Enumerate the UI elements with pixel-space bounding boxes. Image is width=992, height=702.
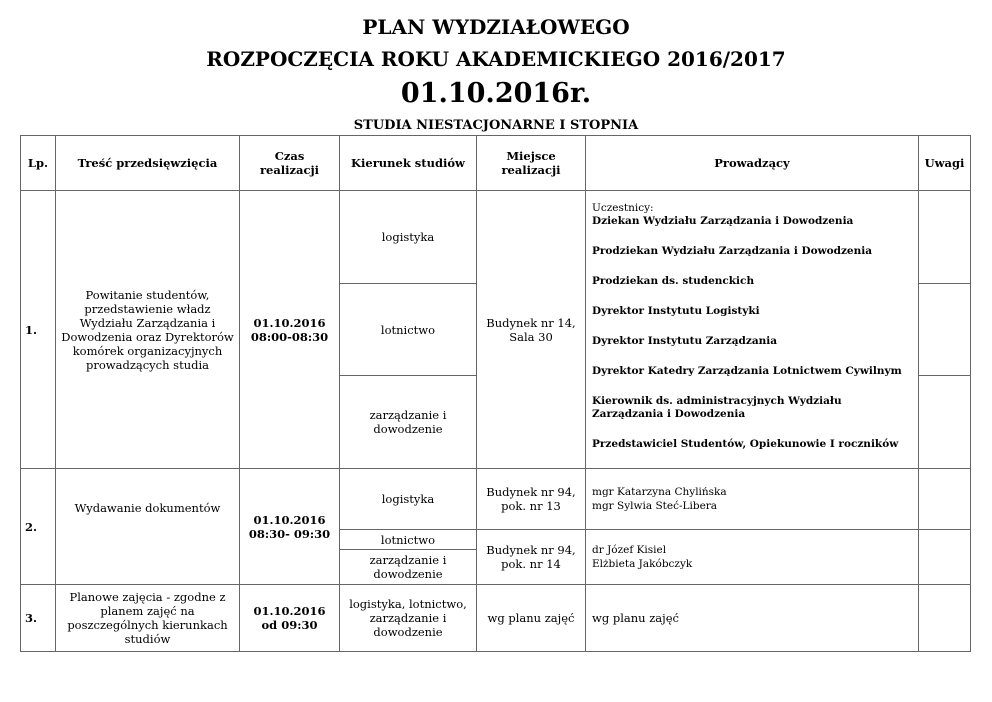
row1-kierunek-3: zarządzanie i dowodzenie [339, 375, 477, 469]
header-uwagi: Uwagi [918, 135, 971, 191]
title-line-2: ROZPOCZĘCIA ROKU AKADEMICKIEGO 2016/2017 [206, 47, 786, 71]
row1-prowadzacy-item: Prodziekan ds. studenckich [592, 275, 755, 287]
row2-uwagi-1 [918, 468, 971, 530]
row3-uwagi [918, 584, 971, 652]
row1-kierunek-2: lotnictwo [339, 283, 477, 376]
row3-tresc: Planowe zajęcia - zgodne z planem zajęć na poszczególnych kierunkach studiów [55, 584, 240, 652]
row2-prowadzacy-1 [585, 468, 919, 530]
row1-tresc: Powitanie studentów, przedstawienie władz Wydziału Zarządzania i Dowodzenia oraz Dyrektorów komórek organizacyjnych prowadzących studia [55, 190, 240, 469]
row1-prowadzacy-item: Dyrektor Instytutu Logistyki [592, 305, 760, 317]
row1-czas-time: 08:00-08:30 [250, 329, 329, 344]
header-czas: Czas realizacji [239, 135, 340, 191]
row1-prowadzacy-item: Kierownik ds. administracyjnych Wydziału Zarządzania i Dowodzenia [592, 395, 842, 420]
row2-prowadzacy-item: Elżbieta Jakóbczyk [592, 558, 693, 570]
row1-kierunek-1: logistyka [339, 190, 477, 284]
row2-lp: 2. [20, 468, 56, 585]
row1-prowadzacy [585, 190, 919, 469]
row3-czas-date: 01.10.2016 [253, 604, 326, 618]
row3-miejsce: wg planu zajęć [476, 584, 586, 652]
row2-kierunek-2: lotnictwo [339, 529, 477, 550]
row1-prowadzacy-item: Dyrektor Katedry Zarządzania Lotnictwem Cywilnym [592, 365, 902, 377]
row1-uwagi-1 [918, 190, 971, 284]
row1-uwagi-2 [918, 283, 971, 376]
row2-tresc: Wydawanie dokumentów [55, 468, 240, 585]
row3-lp: 3. [20, 584, 56, 652]
row2-prowadzacy-item: mgr Katarzyna Chylińska [592, 486, 727, 498]
title-line-1: PLAN WYDZIAŁOWEGO [362, 15, 630, 39]
row1-prowadzacy-item: Dyrektor Instytutu Zarządzania [592, 335, 778, 347]
row1-uwagi-3 [918, 375, 971, 469]
title-date: 01.10.2016r. [400, 78, 592, 109]
row1-prowadzacy-item: Przedstawiciel Studentów, Opiekunowie I roczników [592, 438, 899, 450]
header-miejsce: Miejsce realizacji [476, 135, 586, 191]
row2-miejsce-2: Budynek nr 94, pok. nr 14 [476, 529, 586, 585]
row2-prowadzacy-2 [585, 529, 919, 585]
row2-kierunek-1: logistyka [339, 468, 477, 530]
header-tresc: Treść przedsięwzięcia [55, 135, 240, 191]
header-prowadzacy: Prowadzący [585, 135, 919, 191]
row2-czas-time: 08:30- 09:30 [248, 526, 331, 541]
row2-prowadzacy-item: dr Józef Kisiel [592, 544, 667, 556]
row3-czas-time: od 09:30 [261, 618, 318, 632]
row2-prowadzacy-item: mgr Sylwia Steć-Libera [592, 500, 718, 512]
row1-miejsce: Budynek nr 14, Sala 30 [476, 190, 586, 469]
row1-lp: 1. [20, 190, 56, 469]
row3-prowadzacy: wg planu zajęć [585, 584, 919, 652]
header-kierunek: Kierunek studiów [339, 135, 477, 191]
row1-prowadzacy-label: Uczestnicy: [592, 202, 654, 214]
row1-czas [239, 190, 340, 469]
row2-kierunek-3: zarządzanie i dowodzenie [339, 549, 477, 585]
row1-czas-date: 01.10.2016 [253, 315, 326, 330]
row2-uwagi-2 [918, 529, 971, 585]
row2-czas [239, 468, 340, 585]
row3-czas [239, 584, 340, 652]
row2-miejsce-1: Budynek nr 94, pok. nr 13 [476, 468, 586, 530]
row1-prowadzacy-item: Prodziekan Wydziału Zarządzania i Dowodzenia [592, 245, 873, 257]
subtitle: STUDIA NIESTACJONARNE I STOPNIA [353, 118, 639, 133]
row3-kierunek: logistyka, lotnictwo, zarządzanie i dowodzenie [339, 584, 477, 652]
row2-czas-date: 01.10.2016 [253, 512, 326, 527]
row1-prowadzacy-item: Dziekan Wydziału Zarządzania i Dowodzenia [592, 215, 854, 227]
header-lp: Lp. [20, 135, 56, 191]
